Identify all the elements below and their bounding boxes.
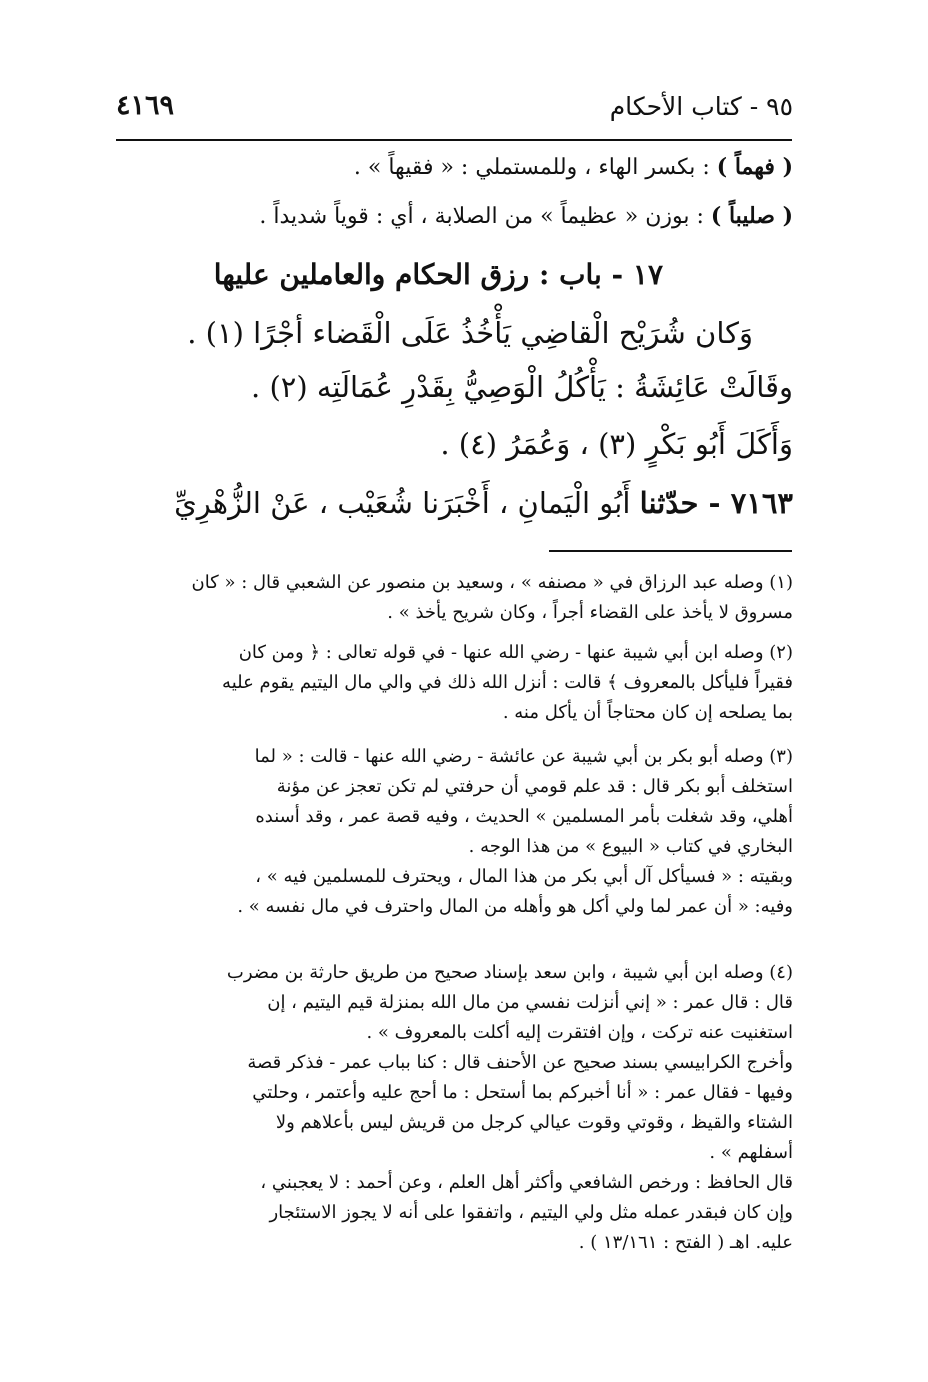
footnote-line: الشتاء والقيظ ، وقوتي وقوت عيالي كرجل من قريش ليس بأعلاهم ولا — [275, 1112, 793, 1133]
footnote-line: وأخرج الكرابيسي بسند صحيح عن الأحنف قال : كنا بباب عمر - فذكر قصة — [247, 1052, 793, 1073]
header-rule — [116, 139, 792, 141]
quote-line: وَأَكَلَ أَبُو بَكْرٍ (٣) ، وَعُمَرُ (٤) . — [440, 427, 793, 461]
gloss-term: ( فهماً ) — [716, 154, 793, 180]
quote-line: وَكان شُرَيْح الْقاضِي يَأْخُذُ عَلَى الْقَضاء أجْرًا (١) . — [187, 316, 753, 350]
hadith-line — [174, 486, 793, 520]
footnote-line: (٢) وصله ابن أبي شيبة عنها - رضي الله عنها - في قوله تعالى : ﴿ ومن كان — [238, 642, 793, 663]
footnote-line: عليه. اهـ ( الفتح : ١٣/١٦١ ) . — [578, 1232, 793, 1253]
footnote-line: أسفلهم » . — [709, 1142, 793, 1163]
footnote-line: استغنيت عنه تركت ، وإن افتقرت إليه أكلت بالمعروف » . — [366, 1022, 793, 1043]
footnote-line: وفيه: « أن عمر لما ولي أكل هو وأهله من المال واحترف في مال نفسه » . — [237, 896, 793, 917]
footnote-number: (١) — [769, 572, 793, 593]
footnote-line: البخاري في كتاب « البيوع » من هذا الوجه . — [468, 836, 793, 857]
page-number: ٤١٦٩ — [116, 90, 175, 121]
footnote-line: وبقيته : « فسيأكل آل أبي بكر من هذا المال ، ويحترف للمسلمين فيه » ، — [255, 866, 793, 887]
gloss-line — [354, 154, 793, 180]
footnote-line: مسروق لا يأخذ على القضاء أجراً ، وكان شريح يأخذ » . — [387, 602, 793, 623]
footnote-line: (١) وصله عبد الرزاق في « مصنفه » ، وسعيد بن منصور عن الشعبي قال : « كان — [191, 572, 793, 593]
footnote-line: استخلف أبو بكر قال : قد علم قومي أن حرفتي لم تكن تعجز عن مؤنة — [276, 776, 793, 797]
footnote-line: (٣) وصله أبو بكر بن أبي شيبة عن عائشة - رضي الله عنها - قالت : « لما — [254, 746, 793, 767]
footnote-line: أهلي، وقد شغلت بأمر المسلمين » الحديث ، وفيه قصة عمر ، وقد أسنده — [255, 806, 793, 827]
footnote-number: (٣) — [769, 746, 793, 767]
footnote-line: قال : قال عمر : « إني أنزلت نفسي من مال الله بمنزلة قيم اليتيم ، إن — [267, 992, 793, 1013]
footnote — [135, 742, 793, 922]
gloss-text: : بكسر الهاء ، وللمستملي : « فقيهاً » . — [353, 155, 717, 180]
hadith-number: ٧١٦٣ - حدّثنا — [639, 486, 793, 520]
footnote-line: وفيها - فقال عمر : « أنا أخبركم بما أستحل : ما أحج عليه وأعتمر ، وحلتي — [252, 1082, 793, 1103]
gloss-text: : بوزن « عظيماً » من الصلابة ، أي : قوياً شديداً . — [259, 204, 711, 229]
footnote — [135, 568, 793, 628]
quote-line: وقَالَتْ عَائِشَةُ : يَأْكُلُ الْوَصِيُّ بِقَدْرِ عُمَالَتِه (٢) . — [251, 370, 793, 404]
footnote-line: بما يصلحه إن كان محتاجاً أن يأكل منه . — [502, 702, 793, 723]
footnote-line: (٤) وصله ابن أبي شيبة ، وابن سعد بإسناد صحيح من طريق حارثة بن مضرب — [226, 962, 793, 983]
chapter-heading: ١٧ - باب : رزق الحكام والعاملين عليها — [213, 258, 663, 291]
running-chapter-title: ٩٥ - كتاب الأحكام — [609, 92, 793, 121]
footnote-line: فقيراً فليأكل بالمعروف ﴾ قالت : أنزل الله ذلك في والي مال اليتيم يقوم عليه — [222, 672, 793, 693]
footnote-separator — [549, 550, 792, 552]
gloss-line — [259, 203, 793, 229]
hadith-isnad: أَبُو الْيَمانِ ، أَخْبَرَنا شُعَيْب ، عَنْ الزُّهْرِيِّ — [174, 486, 640, 520]
footnote-number: (٢) — [769, 642, 793, 663]
footnote — [135, 958, 793, 1258]
footnote — [135, 638, 793, 728]
footnote-line: وإن كان فبقدر عمله مثل ولي اليتيم ، واتفقوا على أنه لا يجوز الاستئجار — [269, 1202, 793, 1223]
footnote-line: قال الحافظ : ورخص الشافعي وأكثر أهل العلم ، وعن أحمد : لا يعجبني ، — [260, 1172, 793, 1193]
gloss-term: ( صليباً ) — [710, 203, 793, 229]
footnote-number: (٤) — [769, 962, 793, 983]
